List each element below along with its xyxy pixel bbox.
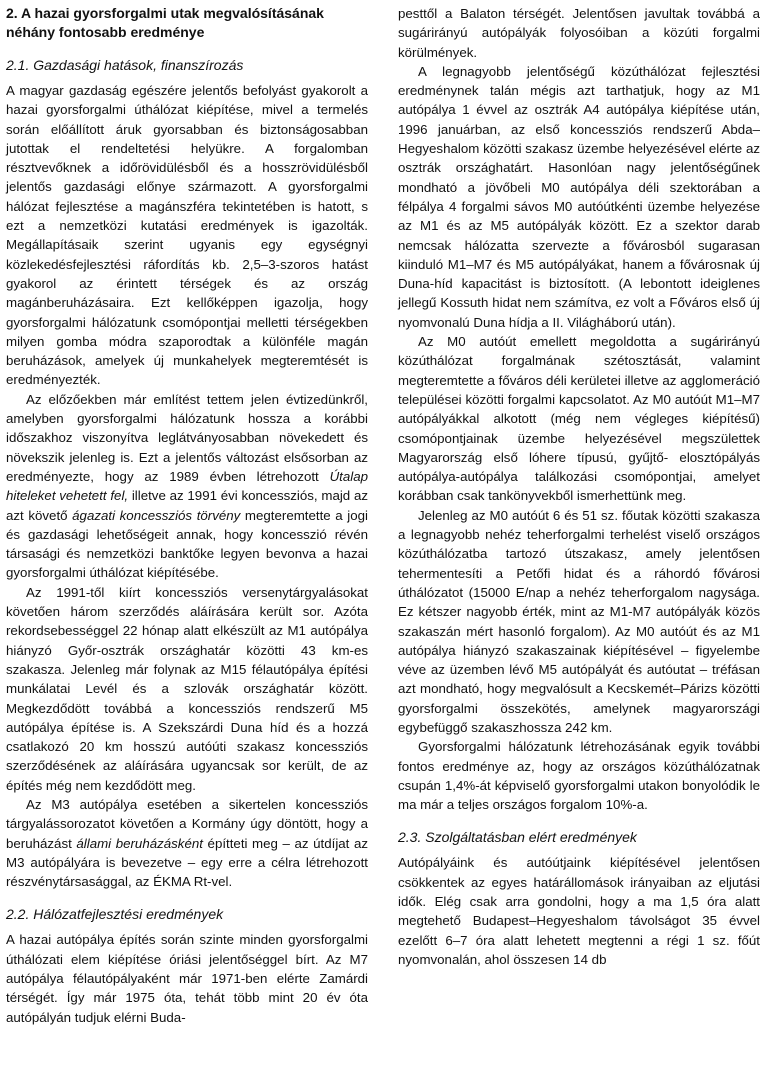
paragraph: Az M3 autópálya esetében a sikertelen koncessziós tárgyalássorozatot követően a Kormány úgy döntött, hogy a beruházást állami beruházásként építteti meg – az útdíjat az M3 autópályára is bevezetve – egy erre a célra létrehozott részvénytársasággal, az ÉKMA Rt-vel. <box>6 796 369 890</box>
paragraph: A hazai autópálya építés során szinte minden gyorsforgalmi úthálózati elem kiépítése óriási jelentőséggel bírt. Az M7 autópálya félautópályaként már 1971-ben elérte Zamárdi térségét. Így már 1975 óta, tehát több mint 20 év óta autópályán tudjuk elérni Buda- <box>6 932 368 1025</box>
right-column <box>398 4 760 969</box>
emphasis: ágazati koncessziós törvény <box>72 507 241 523</box>
subsection-title-2-3: 2.3. Szolgáltatásban elért eredmények <box>398 829 637 846</box>
emphasis: Útalap hiteleket vehetett fel, <box>6 468 368 504</box>
paragraph: pesttől a Balaton térségét. Jelentősen javultak továbbá a sugárirányú autópályák folyosóiban a közúti forgalmi körülmények. <box>398 6 760 60</box>
section-title: 2. A hazai gyorsforgalmi utak megvalósításának néhány fontosabb eredménye <box>6 5 324 40</box>
paragraph: Autópályáink és autóútjaink kiépítésével jelentősen csökkentek az egyes határállomások irányaiban az eljutási idők. Elég csak arra gondolni, hogy a ma 1,5 óra alatt megtehető Budapest–Hegyeshalom távolságot 35 évvel ezelőtt 6–7 óra alatt lehetett megtenni a régi 1 sz. főút nyomvonalán, ahol összesen 14 db <box>398 855 760 967</box>
paragraph: Gyorsforgalmi hálózatunk létrehozásának egyik további fontos eredménye az, hogy az országos közúthálózatnak csupán 1,4%-át képviselő gyorsforgalmi utakon bonyolódik le ma már a teljes országos forgalom 10%-a. <box>398 739 760 813</box>
left-column <box>6 4 368 1027</box>
paragraph: Az M0 autóút emellett megoldotta a sugárirányú közúthálózat forgalmának szétosztását, valamint megteremtette a főváros déli kerületei illetve az agglomeráció települései közötti forgalmi kapcsolatot. Az M0 autóút M1–M7 autópályákkal alkotott (még nem végleges kiépítésű) csomópontjainak üzembe helyezésével megszülettek Magyarország első lóhere típusú, gyűjtő- elosztópályás autópálya-autópálya találkozási csomópontjai, amelyet korábban csak tankönyvekből ismerhettünk meg. <box>398 334 760 504</box>
paragraph: A legnagyobb jelentőségű közúthálózat fejlesztési eredménynek talán mégis azt tarthatjuk, hogy az M1 autópálya 1 évvel az osztrák A4 autópálya kiépítése után, 1996 januárban, az első koncessziós rendszerű Abda–Hegyeshalom közötti szakasz üzembe helyezésével elérte az osztrák országhatárt. Hasonlóan nagy jelentőségűnek mondható a jövőbeli M0 autópálya déli szektorában a félpálya 4 forgalmi sávos M0 autóútkénti üzembe helyezése az M1 és az M5 autópályák között. Ez a szektor darab nemcsak hálózatta szervezte a fővárosból sugarasan kiinduló M1–M7 és M5 autópályákat, hanem a fővárosnak új Duna-híd kapacitást is biztosított. (A lebontott ideiglenes jellegű Kossuth hidat nem számítva, ez volt a Főváros első új nyomvonalú Duna hídja a II. Világháború után). <box>398 63 760 330</box>
paragraph: Az 1991-től kiírt koncessziós versenytárgyalásokat követően három szerződés aláírására került sor. Azóta rekordsebességgel 22 hónap alatt elkészült az M1 autópálya hiányzó Győr-osztrák országhatár közötti 43 km-es szakasza. Jelenleg már folynak az M15 félautópálya építési munkálatai Levél és a szlovák országhatár között. Megkezdődött továbbá a koncessziós rendszerű M5 autópálya építése is. A Szekszárdi Duna híd és a hozzá csatlakozó 20 km hosszú autóúti szakasz koncessziós szerződésének az aláírására ugyancsak sor került, de az építés még nem kezdődött meg. <box>6 584 368 793</box>
emphasis: állami beruházásként <box>76 835 203 851</box>
subsection-title-2-2: 2.2. Hálózatfejlesztési eredmények <box>6 906 224 923</box>
paragraph: Az előzőekben már említést tettem jelen évtizedünkről, amelyben gyorsforgalmi hálózatunk hossza a korábbi időszakhoz viszonyítva leglátványosabban növekedett és növekszik jelenleg is. Ezt a jelentős változást elsősorban az eredményezte, hogy az 1989 évben létrehozott Útalap hiteleket vehetett fel, illetve az 1991 évi koncessziós, majd az azt követő ágazati koncessziós törvény megteremtette a jogi és gazdasági lehetőségeit annak, hogy koncesszió révén társasági és nemzetközi banktőke legyen bevonva a hazai gyorsforgalmi úthálózat kiépítésébe. <box>6 391 368 581</box>
paragraph: A magyar gazdaság egészére jelentős befolyást gyakorolt a hazai gyorsforgalmi úthálózat kiépítése, mivel a termelés során előállított áruk gyorsabban és biztonságosabban jutottak el rendeltetési helyükre. A forgalomban résztvevőknek a időrövidülésből és a hosszrövidülésből jelentős gazdasági előnye származott. A gyorsforgalmi hálózat fejlesztése a magánszféra tekintetében is hatott, s ezt a nemzetközi kutatási eredmények is igazolták. Megállapításaik szerint ugyanis egy egységnyi közlekedésfejlesztési ráfordítás kb. 2,5–3-szoros hatást gyakorol az érintett térségek és az ország magánberuházásaira. Ezt kellőképpen igazolja, hogy gyorsforgalmi hálózatunk csomópontjai melletti térségekben milyen gomba módra szaporodtak a különféle magán beruházások, amelyek új munkahelyek megteremtését is eredményezték. <box>6 83 368 388</box>
subsection-title-2-1: 2.1. Gazdasági hatások, finanszírozás <box>6 57 244 73</box>
paragraph: Jelenleg az M0 autóút 6 és 51 sz. főutak közötti szakasza a legnagyobb nehéz teherforgalmi terhelést viselő országos közúthálózatba tartozó útszakasz, amely jelentősen tehermentesíti a Petőfi hidat és a ráhordó fővárosi úthálózatot (15000 E/nap a nehéz teherforgalom nagysága. Ez kétszer nagyobb érték, mint az M1-M7 autópályák közös szakaszán mért hasonló forgalom). Az M0 autóút és az M1 autópálya hiányzó szakaszainak kiépítésével – figyelembe véve az üzemben lévő M5 autópályát és autóutat – tréfásan azt mondható, hogy megvalósult a Kecskemét–Párizs közötti gyorsforgalmi összekötés, amelynek magyarországi egybefüggő szakaszhossza 242 km. <box>398 507 760 735</box>
